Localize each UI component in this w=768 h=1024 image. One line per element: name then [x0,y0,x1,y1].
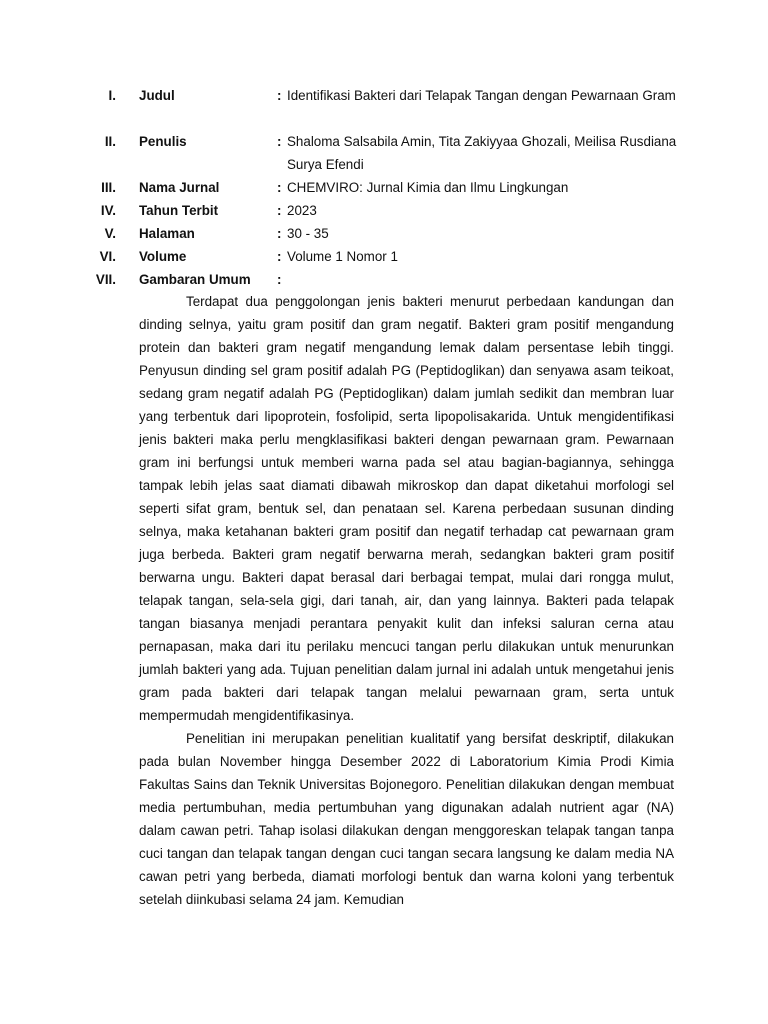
row-value: Volume 1 Nomor 1 [287,249,398,264]
row-value: Shaloma Salsabila Amin, Tita Zakiyyaa Ghozali, Meilisa Rusdiana Surya Efendi [287,134,677,172]
row-label: Halaman [139,226,195,241]
row-number: VII. [95,272,116,287]
row-colon: : [277,134,282,149]
row-colon: : [277,272,282,287]
row-number: IV. [100,203,116,218]
row-colon: : [277,226,282,241]
row-label: Judul [139,88,175,103]
row-value: 30 - 35 [287,226,329,241]
summary-paragraph: Terdapat dua penggolongan jenis bakteri menurut perbedaan kandungan dan dinding selnya, yaitu gram positif dan gram negatif. Bakteri gram positif mengandung protein dan bakteri gram negatif mengandung lemak dalam persentase lebih tinggi. Penyusun dinding sel gram positif adalah PG (Peptidoglikan) dan senyawa asam teikoat, sedang gram negatif adalah PG (Peptidoglikan) dalam jumlah sedikit dan membran luar yang terbentuk dari lipoprotein, fosfolipid, serta lipopolisakarida. Untuk mengidentifikasi jenis bakteri maka perlu mengklasifikasi bakteri dengan pewarnaan gram. Pewarnaan gram ini berfungsi untuk memberi warna pada sel atau bagian-bagiannya, sehingga tampak lebih jelas saat diamati dibawah mikroskop dan dapat diketahui morfologi sel seperti sifat gram, bentuk sel, dan penataan sel. Karena perbedaan susunan dinding selnya, maka ketahanan bakteri gram positif dan negatif terhadap cat pewarnaan gram juga berbeda. Bakteri gram negatif berwarna merah, sedangkan bakteri gram positif berwarna ungu. Bakteri dapat berasal dari berbagai tempat, mulai dari rongga mulut, telapak tangan, sela-sela gigi, dari tanah, air, dan yang lainnya. Bakteri pada telapak tangan biasanya menjadi perantara penyakit kulit dan infeksi saluran cerna atau pernapasan, maka dari itu perilaku mencuci tangan perlu dilakukan untuk menurunkan jumlah bakteri yang ada. Tujuan penelitian dalam jurnal ini adalah untuk mengetahui jenis gram pada bakteri dari telapak tangan melalui pewarnaan gram, serta untuk mempermudah mengidentifikasinya. [139,294,674,723]
row-number: V. [104,226,116,241]
row-colon: : [277,203,282,218]
row-value: 2023 [287,203,317,218]
row-colon: : [277,249,282,264]
row-label: Penulis [139,134,187,149]
row-label: Gambaran Umum [139,272,251,287]
row-value: CHEMVIRO: Jurnal Kimia dan Ilmu Lingkungan [287,180,569,195]
row-label: Volume [139,249,187,264]
row-number: I. [108,88,116,103]
summary-paragraph: Penelitian ini merupakan penelitian kualitatif yang bersifat deskriptif, dilakukan pada bulan November hingga Desember 2022 di Laboratorium Kimia Prodi Kimia Fakultas Sains dan Teknik Universitas Bojonegoro. Penelitian dilakukan dengan membuat media pertumbuhan, media pertumbuhan yang digunakan adalah nutrient agar (NA) dalam cawan petri. Tahap isolasi dilakukan dengan menggoreskan telapak tangan tanpa cuci tangan dan telapak tangan dengan cuci tangan secara langsung ke dalam media NA cawan petri yang berbeda, diamati morfologi bentuk dan warna koloni yang terbentuk setelah diinkubasi selama 24 jam. Kemudian [139,731,674,907]
row-number: III. [101,180,116,195]
summary-body [139,290,674,911]
row-number: II. [104,134,116,149]
row-value: Identifikasi Bakteri dari Telapak Tangan dengan Pewarnaan Gram [287,88,676,103]
row-colon: : [277,180,282,195]
row-colon: : [277,88,282,103]
row-label: Tahun Terbit [139,203,219,218]
row-number: VI. [99,249,116,264]
row-label: Nama Jurnal [139,180,220,195]
